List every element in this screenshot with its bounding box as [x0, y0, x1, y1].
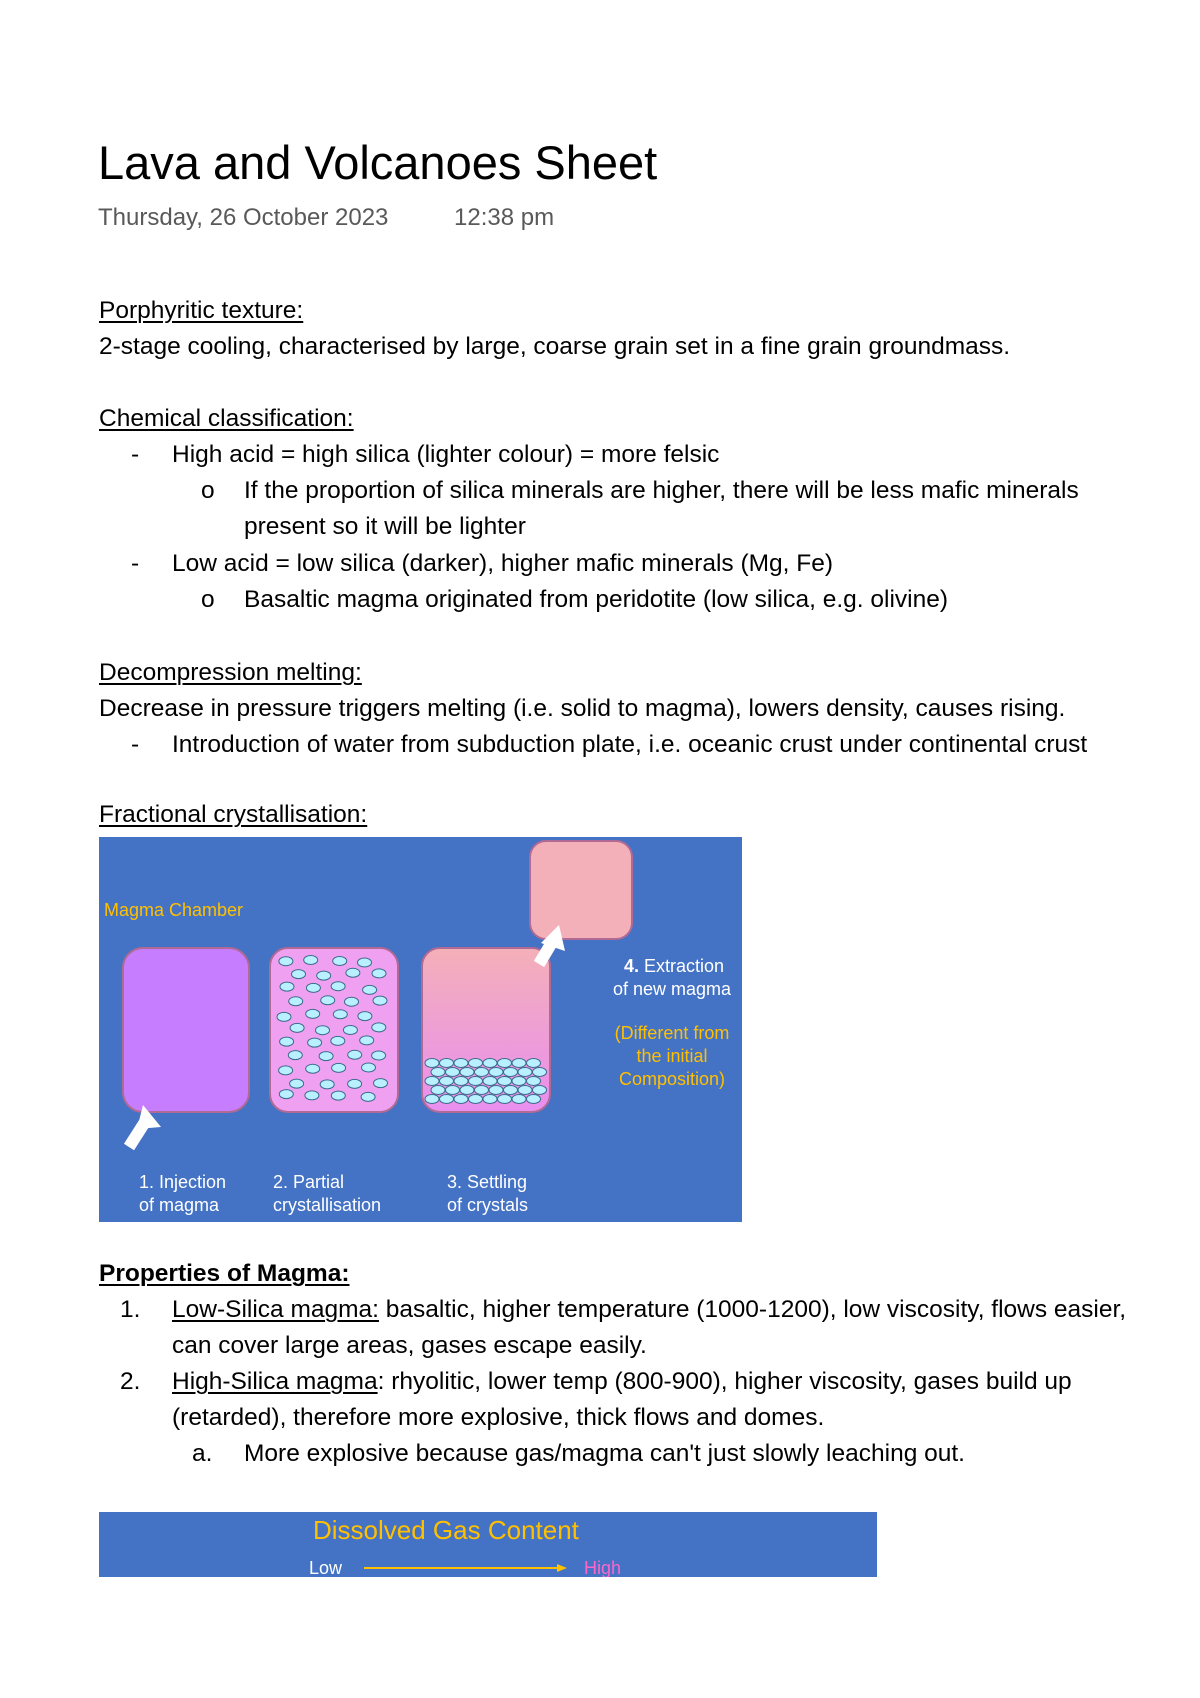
- crystal: [469, 1077, 483, 1086]
- crystal: [425, 1095, 439, 1104]
- crystal: [362, 1063, 376, 1072]
- high-silica-text: : rhyolitic, lower temp (800-900), higher viscosity, gases build up: [377, 1368, 1072, 1395]
- chemical-item-high-acid: High acid = high silica (lighter colour) = more felsic: [172, 441, 720, 468]
- crystal: [346, 968, 360, 977]
- crystal: [512, 1095, 526, 1104]
- crystal: [331, 1036, 345, 1045]
- crystal: [483, 1077, 497, 1086]
- crystal: [527, 1059, 541, 1068]
- crystal: [489, 1068, 503, 1077]
- crystal: [498, 1095, 512, 1104]
- crystal: [333, 1010, 347, 1019]
- crystal: [372, 1051, 386, 1060]
- crystal: [527, 1077, 541, 1086]
- crystal: [279, 1066, 293, 1075]
- crystal: [372, 1023, 386, 1032]
- note-line2: the initial: [636, 1046, 708, 1066]
- note-line1: (Different from: [614, 1023, 730, 1043]
- magma-chamber-purple: [123, 948, 249, 1112]
- crystal: [475, 1068, 489, 1077]
- list-number: 1.: [120, 1296, 141, 1323]
- crystals-settled: [425, 1059, 547, 1104]
- sublist-marker: a.: [192, 1440, 213, 1467]
- high-silica-label: High-Silica magma: [172, 1368, 378, 1395]
- crystal: [454, 1095, 468, 1104]
- step1-line2: of magma: [139, 1195, 220, 1215]
- crystal: [289, 997, 303, 1006]
- fractional-heading: Fractional crystallisation:: [99, 801, 368, 828]
- crystal: [360, 1036, 374, 1045]
- magma-chamber-label: Magma Chamber: [104, 900, 244, 920]
- porphyritic-text: 2-stage cooling, characterised by large, coarse grain set in a fine grain groundmass.: [99, 333, 1011, 360]
- crystal: [277, 1012, 291, 1021]
- crystal: [306, 1064, 320, 1073]
- crystal: [331, 982, 345, 991]
- gas-low-label: Low: [309, 1558, 343, 1577]
- crystal: [279, 1090, 293, 1099]
- crystal: [332, 1063, 346, 1072]
- crystal: [489, 1086, 503, 1095]
- decompression-item-water: Introduction of water from subduction plate, i.e. oceanic crust under continental crust: [172, 731, 1088, 758]
- crystal: [348, 1079, 362, 1088]
- crystal: [483, 1059, 497, 1068]
- chemical-subitem-proportion-line2: present so it will be lighter: [244, 513, 526, 540]
- crystal: [446, 1068, 460, 1077]
- bullet-circle: o: [201, 586, 215, 613]
- crystal: [280, 1037, 294, 1046]
- decompression-text: Decrease in pressure triggers melting (i.e. solid to magma), lowers density, causes rising.: [99, 695, 1066, 722]
- crystal: [454, 1059, 468, 1068]
- bullet-dash: -: [131, 550, 140, 577]
- step4-line2: of new magma: [612, 979, 732, 999]
- crystal: [446, 1086, 460, 1095]
- high-silica-line2: (retarded), therefore more explosive, thick flows and domes.: [172, 1404, 825, 1431]
- crystal: [321, 996, 335, 1005]
- crystal: [440, 1095, 454, 1104]
- step4-line1: [624, 956, 724, 976]
- crystal: [345, 997, 359, 1006]
- crystal: [498, 1077, 512, 1086]
- chemical-subitem-basaltic: Basaltic magma originated from peridotite (low silica, e.g. olivine): [244, 586, 948, 613]
- crystal: [533, 1086, 547, 1095]
- crystal: [518, 1086, 532, 1095]
- crystal: [305, 1091, 319, 1100]
- gas-high-label: High: [584, 1558, 622, 1577]
- crystal: [290, 1023, 304, 1032]
- properties-item-high-silica: [172, 1364, 1072, 1400]
- crystal: [292, 970, 306, 979]
- crystal: [498, 1059, 512, 1068]
- crystal: [361, 1092, 375, 1101]
- step4-extraction: Extraction: [643, 956, 725, 976]
- bullet-dash: -: [131, 731, 140, 758]
- properties-heading: Properties of Magma:: [99, 1260, 350, 1287]
- step1-line1: 1. Injection: [139, 1172, 227, 1192]
- bullet-dash: -: [131, 441, 140, 468]
- crystal: [306, 983, 320, 992]
- crystal: [431, 1086, 445, 1095]
- crystal: [306, 1009, 320, 1018]
- dissolved-gas-figure: [99, 1512, 877, 1577]
- gas-figure-title: Dissolved Gas Content: [313, 1515, 579, 1545]
- crystal: [512, 1059, 526, 1068]
- chemical-subitem-proportion-line1: If the proportion of silica minerals are higher, there will be less mafic minerals: [244, 477, 1079, 504]
- extracted-magma: [530, 841, 632, 939]
- crystal: [348, 1050, 362, 1059]
- crystal: [504, 1068, 518, 1077]
- page-time: 12:38 pm: [454, 204, 555, 231]
- list-number: 2.: [120, 1368, 141, 1395]
- crystal: [316, 1026, 330, 1035]
- crystal: [512, 1077, 526, 1086]
- crystal: [374, 1079, 388, 1088]
- decompression-heading: Decompression melting:: [99, 659, 362, 686]
- step4-number: 4.: [623, 956, 639, 976]
- crystal: [527, 1095, 541, 1104]
- crystal: [373, 996, 387, 1005]
- crystal: [425, 1077, 439, 1086]
- crystal: [308, 1038, 322, 1047]
- step2-line1: 2. Partial: [273, 1172, 345, 1192]
- fractional-crystallisation-diagram: [99, 837, 742, 1222]
- crystal: [483, 1095, 497, 1104]
- bullet-circle: o: [201, 477, 215, 504]
- low-silica-line2: can cover large areas, gases escape easily.: [172, 1332, 647, 1359]
- crystal: [440, 1059, 454, 1068]
- crystal: [331, 1091, 345, 1100]
- crystal: [440, 1077, 454, 1086]
- crystal: [425, 1059, 439, 1068]
- step3-line1: 3. Settling: [447, 1172, 528, 1192]
- crystal: [317, 971, 331, 980]
- crystal: [280, 982, 294, 991]
- crystal: [363, 985, 377, 994]
- crystal: [358, 958, 372, 967]
- crystal: [460, 1068, 474, 1077]
- crystal: [469, 1095, 483, 1104]
- porphyritic-heading: Porphyritic texture:: [99, 297, 304, 324]
- high-silica-subitem: More explosive because gas/magma can't just slowly leaching out.: [244, 1440, 965, 1467]
- crystal: [454, 1077, 468, 1086]
- crystal: [358, 1012, 372, 1021]
- crystal: [372, 969, 386, 978]
- crystal: [504, 1086, 518, 1095]
- crystal: [288, 1051, 302, 1060]
- step2-line2: crystallisation: [273, 1195, 382, 1215]
- crystal: [518, 1068, 532, 1077]
- crystal: [304, 956, 318, 965]
- crystal: [279, 957, 293, 966]
- page-title: Lava and Volcanoes Sheet: [98, 136, 658, 189]
- low-silica-text: basaltic, higher temperature (1000-1200), low viscosity, flows easier,: [378, 1296, 1127, 1323]
- crystal: [290, 1079, 304, 1088]
- chemical-item-low-acid: Low acid = low silica (darker), higher mafic minerals (Mg, Fe): [172, 550, 834, 577]
- crystal: [533, 1068, 547, 1077]
- crystal: [333, 957, 347, 966]
- crystal: [431, 1068, 445, 1077]
- crystal: [319, 1052, 333, 1061]
- page-date: Thursday, 26 October 2023: [98, 204, 389, 231]
- crystal: [460, 1086, 474, 1095]
- low-silica-label: Low-Silica magma:: [172, 1296, 379, 1323]
- crystal: [343, 1026, 357, 1035]
- crystal: [320, 1080, 334, 1089]
- step3-line2: of crystals: [447, 1195, 529, 1215]
- crystal: [475, 1086, 489, 1095]
- chemical-heading: Chemical classification:: [99, 405, 354, 432]
- crystal: [469, 1059, 483, 1068]
- properties-item-low-silica: [172, 1292, 1200, 1328]
- note-line3: Composition): [618, 1069, 726, 1089]
